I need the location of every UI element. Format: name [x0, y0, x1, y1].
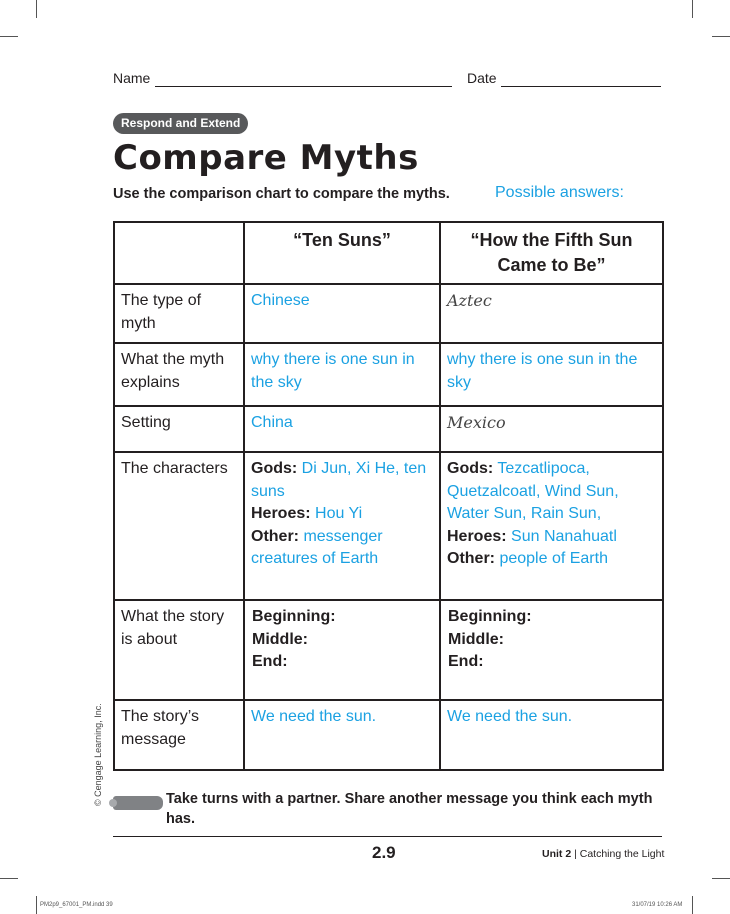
beginning-label: Beginning: — [448, 608, 532, 626]
crop-mark — [692, 896, 693, 914]
row-label: Setting — [114, 406, 244, 452]
partner-prompt: Take turns with a partner. Share another message you think each myth has. — [166, 791, 653, 827]
row-label: What the myth explains — [114, 343, 244, 406]
answer-cell[interactable]: We need the sun. — [244, 700, 440, 770]
possible-answers-note: Possible answers: — [495, 184, 624, 201]
answer-cell[interactable]: Aztec — [440, 284, 663, 343]
copyright: © Cengage Learning, Inc. — [93, 703, 103, 806]
heroes-label: Heroes: — [447, 527, 507, 545]
answer-cell[interactable] — [244, 600, 440, 700]
other-answer: people of Earth — [499, 549, 608, 567]
crop-mark — [36, 896, 37, 914]
name-field[interactable] — [155, 86, 452, 87]
heroes-answer: Hou Yi — [315, 505, 363, 523]
comparison-chart — [113, 221, 664, 771]
table-row — [114, 700, 663, 770]
header-row — [114, 222, 663, 284]
answer-cell[interactable]: We need the sun. — [440, 700, 663, 770]
row-label: What the story is about — [114, 600, 244, 700]
print-slug-left: PM2p9_67001_PM.indd 39 — [40, 902, 113, 908]
unit-label — [542, 848, 664, 860]
unit-title: | Catching the Light — [571, 848, 665, 860]
answer-cell[interactable]: why there is one sun in the sky — [440, 343, 663, 406]
heroes-answer: Sun Nanahuatl — [511, 527, 617, 545]
gods-label: Gods: — [447, 460, 494, 478]
gods-label: Gods: — [251, 460, 298, 478]
crop-mark — [712, 878, 730, 879]
answer-cell[interactable] — [440, 452, 663, 600]
name-label: Name — [113, 70, 151, 86]
fifth-sun-header: “How the Fifth Sun Came to Be” — [440, 222, 663, 284]
table-row — [114, 343, 663, 406]
page-title: Compare Myths — [113, 138, 419, 178]
beginning-label: Beginning: — [252, 608, 336, 626]
answer-cell[interactable]: Mexico — [440, 406, 663, 452]
footer-divider — [113, 836, 662, 837]
name-date-row — [113, 68, 661, 90]
gods-answer: Tezcatlipoca, Quetzalcoatl, Wind Sun, Water Sun, Rain Sun, — [447, 460, 619, 523]
partner-talk-icon — [113, 796, 163, 810]
other-label: Other: — [447, 549, 495, 567]
crop-mark — [692, 0, 693, 18]
crop-mark — [0, 878, 18, 879]
crop-mark — [0, 36, 18, 37]
row-label: The characters — [114, 452, 244, 600]
table-row — [114, 452, 663, 600]
crop-mark — [712, 36, 730, 37]
ten-suns-header: “Ten Suns” — [244, 222, 440, 284]
instructions: Use the comparison chart to compare the myths. — [113, 186, 450, 202]
answer-cell[interactable] — [244, 452, 440, 600]
print-slug-right: 31/07/19 10:26 AM — [632, 902, 683, 908]
middle-label: Middle: — [448, 630, 504, 648]
end-label: End: — [252, 653, 288, 671]
row-label: The story’s message — [114, 700, 244, 770]
table-row — [114, 600, 663, 700]
gods-answer: Di Jun, Xi He, ten suns — [251, 460, 427, 500]
table-row — [114, 284, 663, 343]
answer-cell[interactable]: China — [244, 406, 440, 452]
other-label: Other: — [251, 527, 299, 545]
page-number: 2.9 — [372, 843, 396, 862]
heroes-label: Heroes: — [251, 505, 311, 523]
unit-number: Unit 2 — [542, 848, 572, 860]
answer-cell[interactable] — [440, 600, 663, 700]
date-field[interactable] — [501, 86, 661, 87]
answer-cell[interactable]: Chinese — [244, 284, 440, 343]
row-label: The type of myth — [114, 284, 244, 343]
section-badge: Respond and Extend — [113, 113, 248, 134]
other-answer: messenger creatures of Earth — [251, 527, 383, 567]
crop-mark — [36, 0, 37, 18]
end-label: End: — [448, 653, 484, 671]
answer-cell[interactable]: why there is one sun in the sky — [244, 343, 440, 406]
middle-label: Middle: — [252, 630, 308, 648]
date-label: Date — [467, 70, 497, 86]
table-row — [114, 406, 663, 452]
empty-header-cell — [114, 222, 244, 284]
